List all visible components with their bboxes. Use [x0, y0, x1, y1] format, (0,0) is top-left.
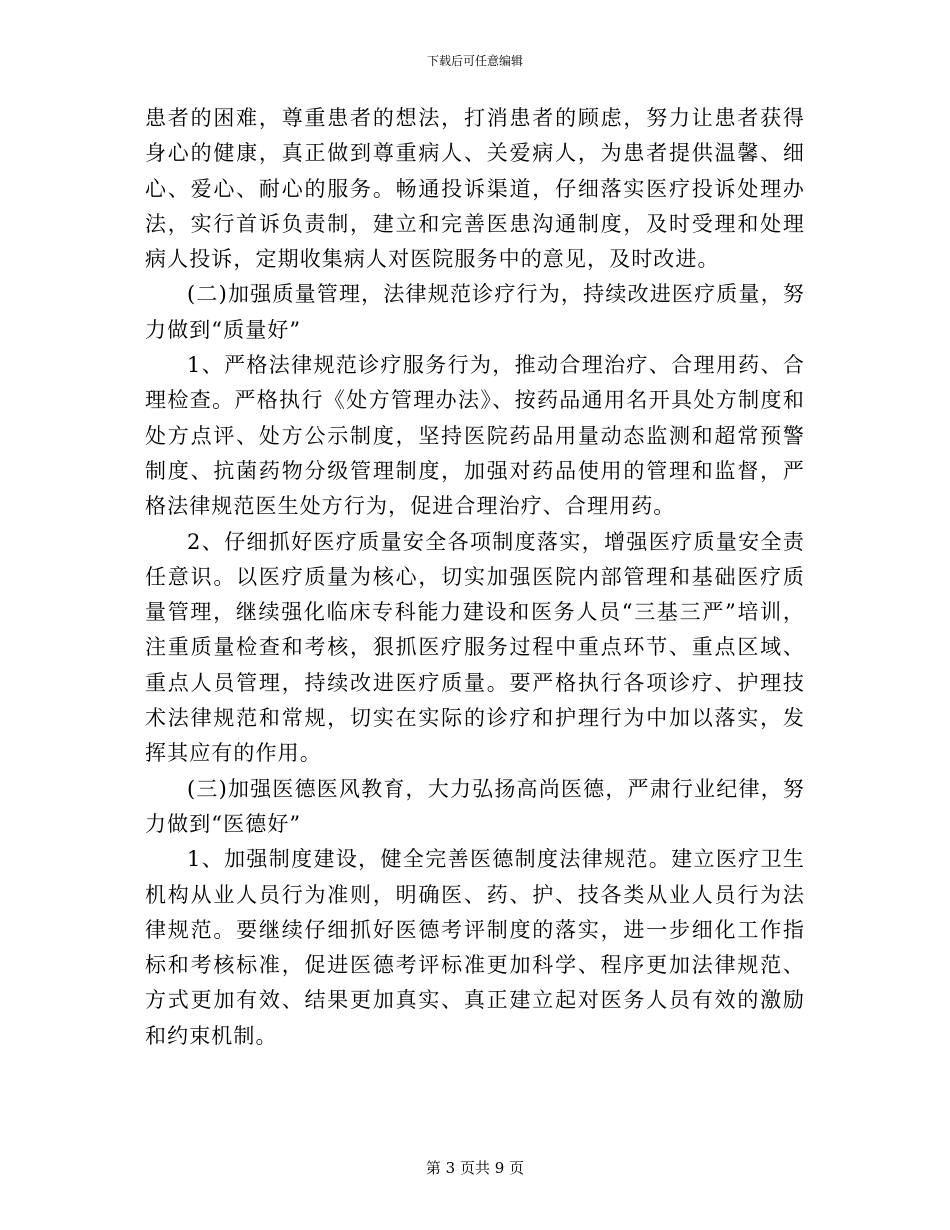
section-heading-quality: (二)加强质量管理，法律规范诊疗行为，持续改进医疗质量，努力做到“质量好”: [145, 282, 805, 342]
header-note: 下载后可任意编辑: [426, 54, 523, 68]
paragraph-item-1: 1、严格法律规范诊疗服务行为，推动合理治疗、合理用药、合理检查。严格执行《处方管理办法》、按药品通用名开具处方制度和处方点评、处方公示制度，坚持医院药品用量动态监测和超常预警制度、抗菌药物分级管理制度，加强对药品使用的管理和监督，严格法律规范医生处方行为，促进合理治疗、合理用药。: [145, 353, 805, 519]
paragraph-item-2: 2、仔细抓好医疗质量安全各项制度落实，增强医疗质量安全责任意识。以医疗质量为核心，切实加强医院内部管理和基础医疗质量管理，继续强化临床专科能力建设和医务人员“三基三严”培训，注重质量检查和考核，狠抓医疗服务过程中重点环节、重点区域、重点人员管理，持续改进医疗质量。要严格执行各项诊疗、护理技术法律规范和常规，切实在实际的诊疗和护理行为中加以落实，发挥其应有的作用。: [145, 529, 805, 766]
paragraph-item-1-ethics: 1、加强制度建设，健全完善医德制度法律规范。建立医疗卫生机构从业人员行为准则，明确医、药、护、技各类从业人员行为法律规范。要继续仔细抓好医德考评制度的落实，进一步细化工作指标和考核标准，促进医德考评标准更加科学、程序更加法律规范、方式更加有效、结果更加真实、真正建立起对医务人员有效的激励和约束机制。: [145, 847, 805, 1048]
page-number: 第 3 页共 9 页: [425, 1159, 525, 1177]
document-body: [145, 101, 805, 1054]
section-heading-ethics: (三)加强医德医风教育，大力弘扬高尚医德，严肃行业纪律，努力做到“医德好”: [145, 776, 805, 836]
paragraph-continuation: 患者的困难，尊重患者的想法，打消患者的顾虑，努力让患者获得身心的健康，真正做到尊重病人、关爱病人，为患者提供温馨、细心、爱心、耐心的服务。畅通投诉渠道，仔细落实医疗投诉处理办法，实行首诉负责制，建立和完善医患沟通制度，及时受理和处理病人投诉，定期收集病人对医院服务中的意见，及时改进。: [145, 106, 805, 272]
